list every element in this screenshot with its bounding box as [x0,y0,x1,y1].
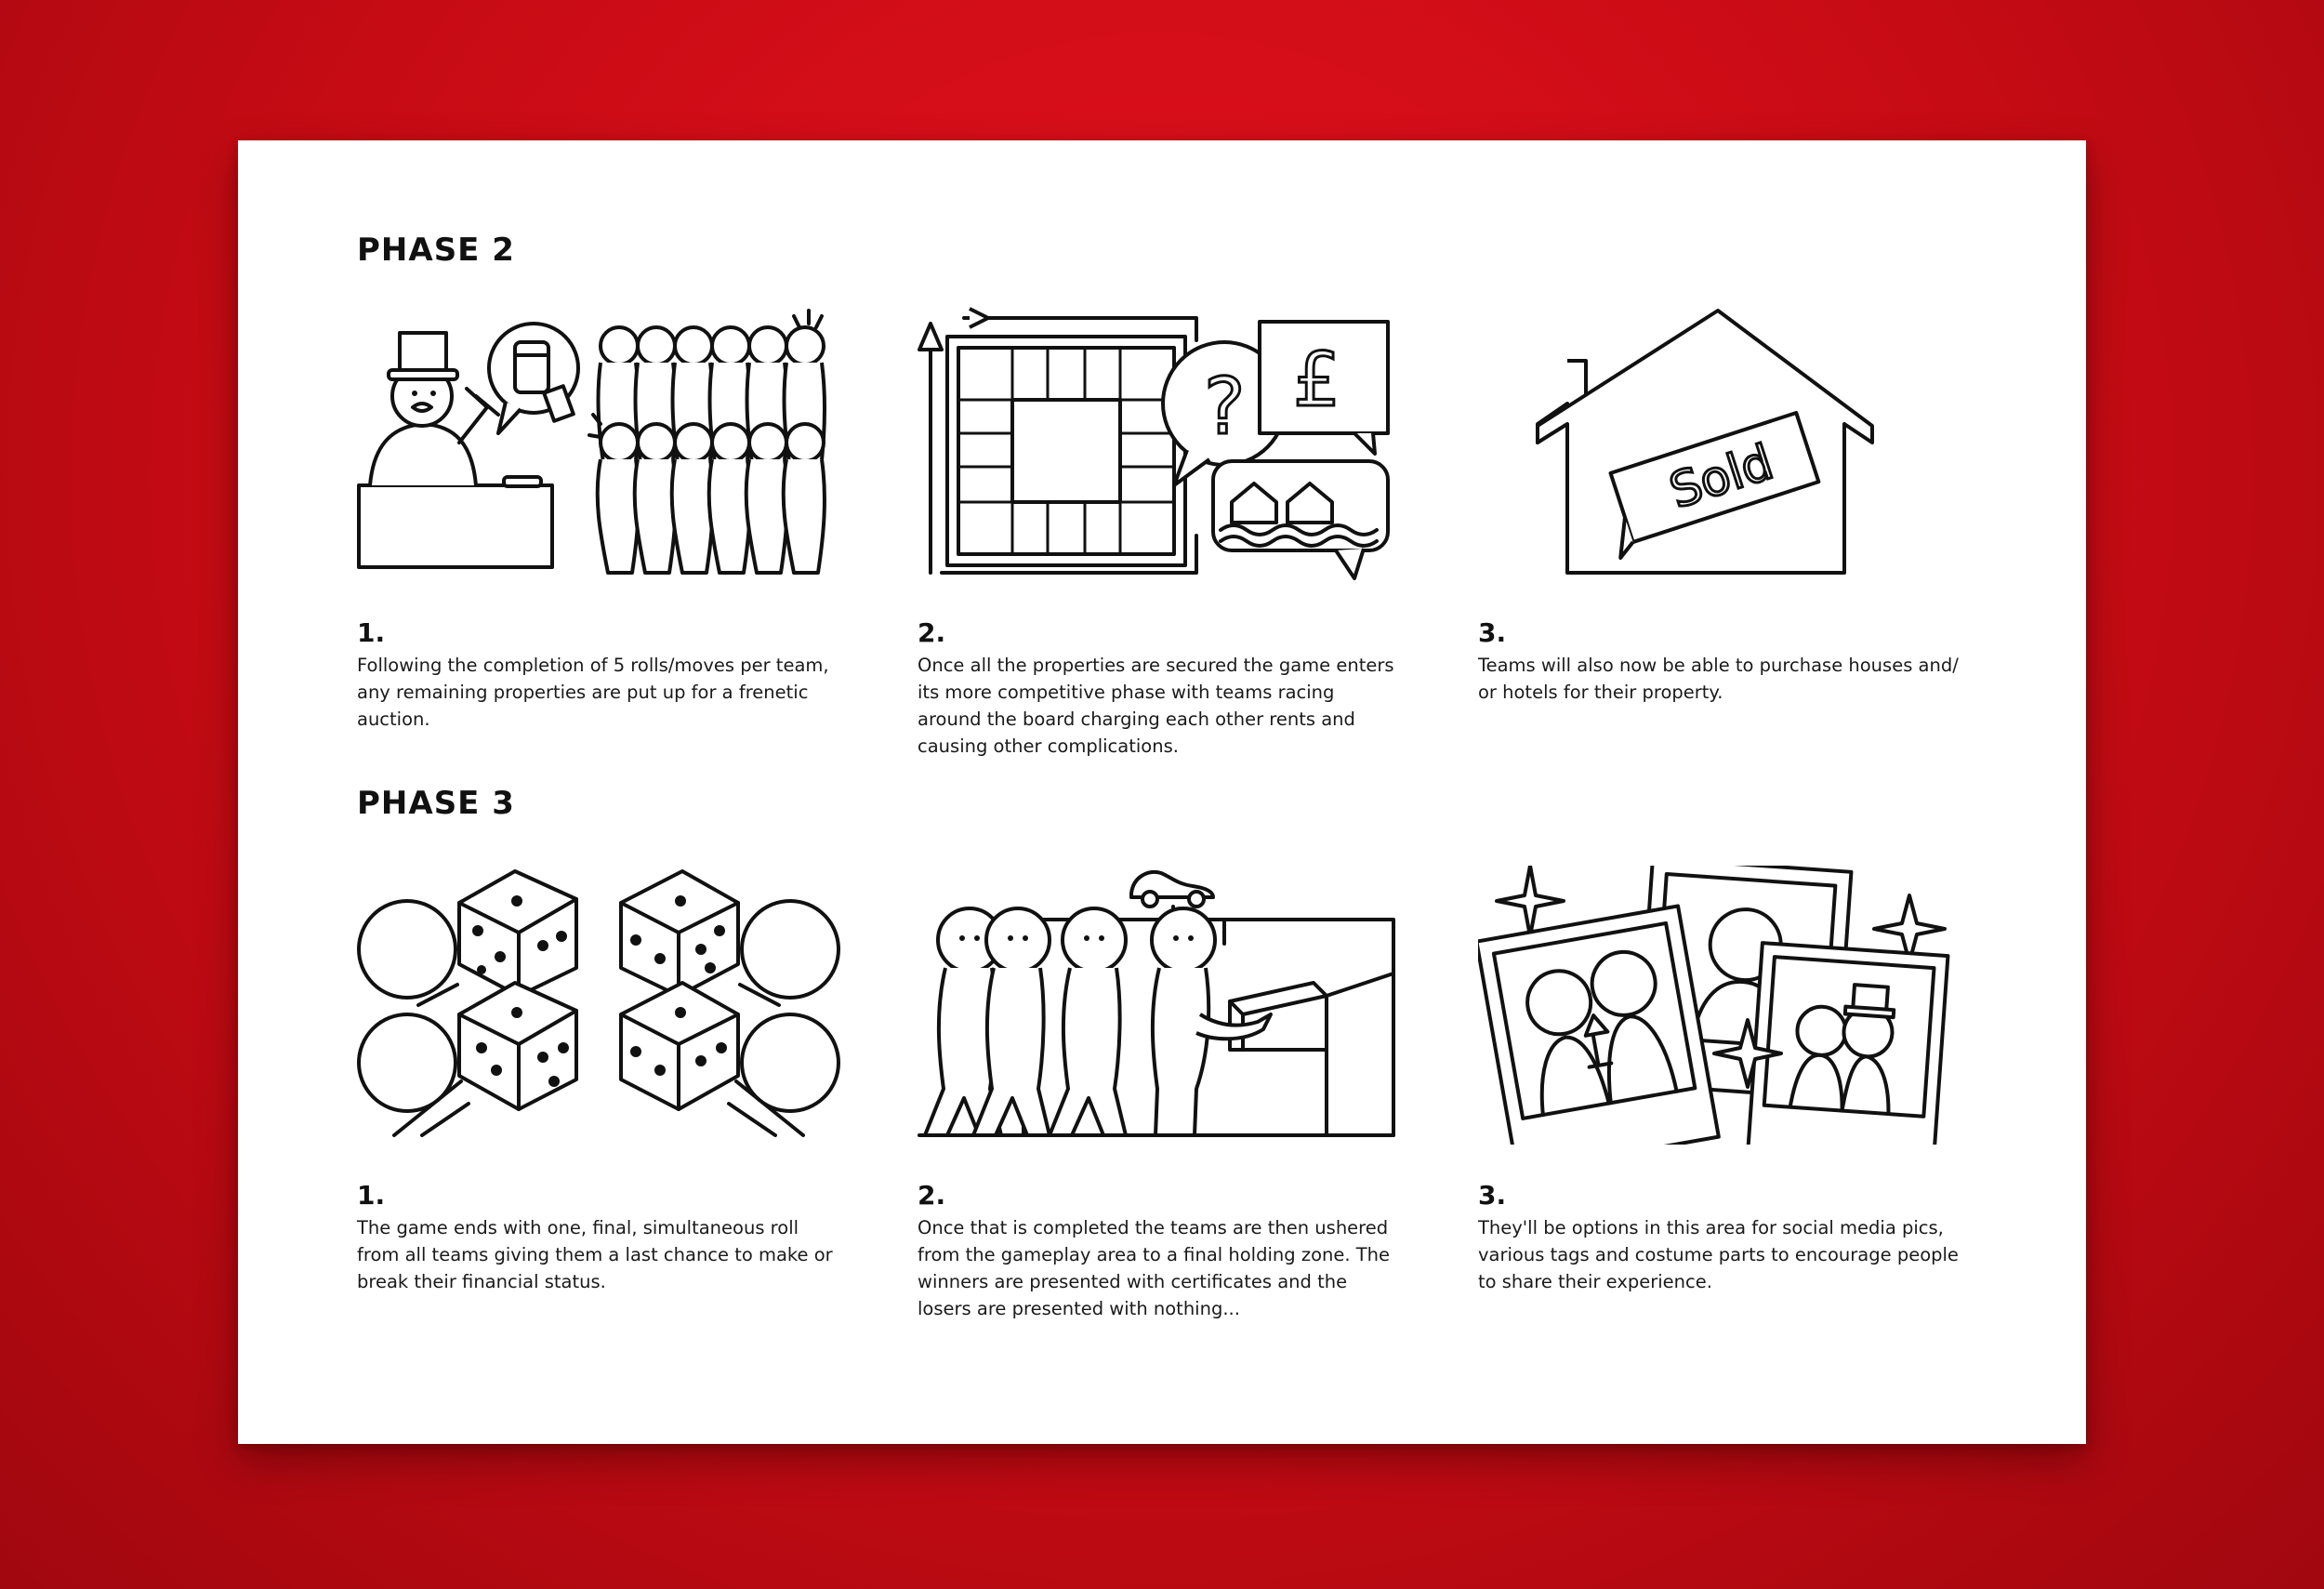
auctioneer-icon [357,303,840,582]
phase-3-step-1 [357,866,840,1349]
svg-text:?: ? [1204,361,1246,452]
phase-2-step-2 [918,303,1401,787]
step-number: 3. [1478,1180,1507,1211]
phase-3-title: PHASE 3 [357,785,515,822]
phase-3-step-2 [918,866,1401,1349]
svg-text:£: £ [1293,337,1340,423]
sold-house-icon [1478,303,1961,582]
step-number: 3. [1478,617,1507,648]
dice-roll-icon [357,866,840,1145]
step-description: Following the completion of 5 rolls/moves per team, any remaining properties are put up for a frenetic auction. [357,655,829,730]
step-number: 2. [918,617,946,648]
phase-2-title: PHASE 2 [357,232,515,269]
phase-3-step-3 [1478,866,1961,1349]
step-description: They'll be options in this area for social media pics, various tags and costume parts to encourage people to share their experience. [1478,1217,1959,1292]
game-board-icon [918,303,1401,582]
step-number: 2. [918,1180,946,1211]
step-description: Teams will also now be able to purchase houses and/ or hotels for their property. [1478,655,1959,703]
phase-2-step-1 [357,303,840,787]
holding-zone-icon [918,866,1401,1145]
step-number: 1. [357,1180,386,1211]
phase-2-step-3 [1478,303,1961,787]
step-description: The game ends with one, final, simultaneous roll from all teams giving them a last chance to make or break their financial status. [357,1217,833,1292]
info-sheet [238,140,2086,1444]
step-number: 1. [357,617,386,648]
polaroid-photos-icon [1478,866,1961,1145]
svg-text:Sold: Sold [1663,434,1780,521]
step-description: Once that is completed the teams are then ushered from the gameplay area to a final holding zone. The winners are presented with certificates and the losers are presented with nothing... [918,1217,1391,1319]
step-description: Once all the properties are secured the game enters its more competitive phase with teams racing around the board charging each other rents and causing other complications. [918,655,1394,757]
